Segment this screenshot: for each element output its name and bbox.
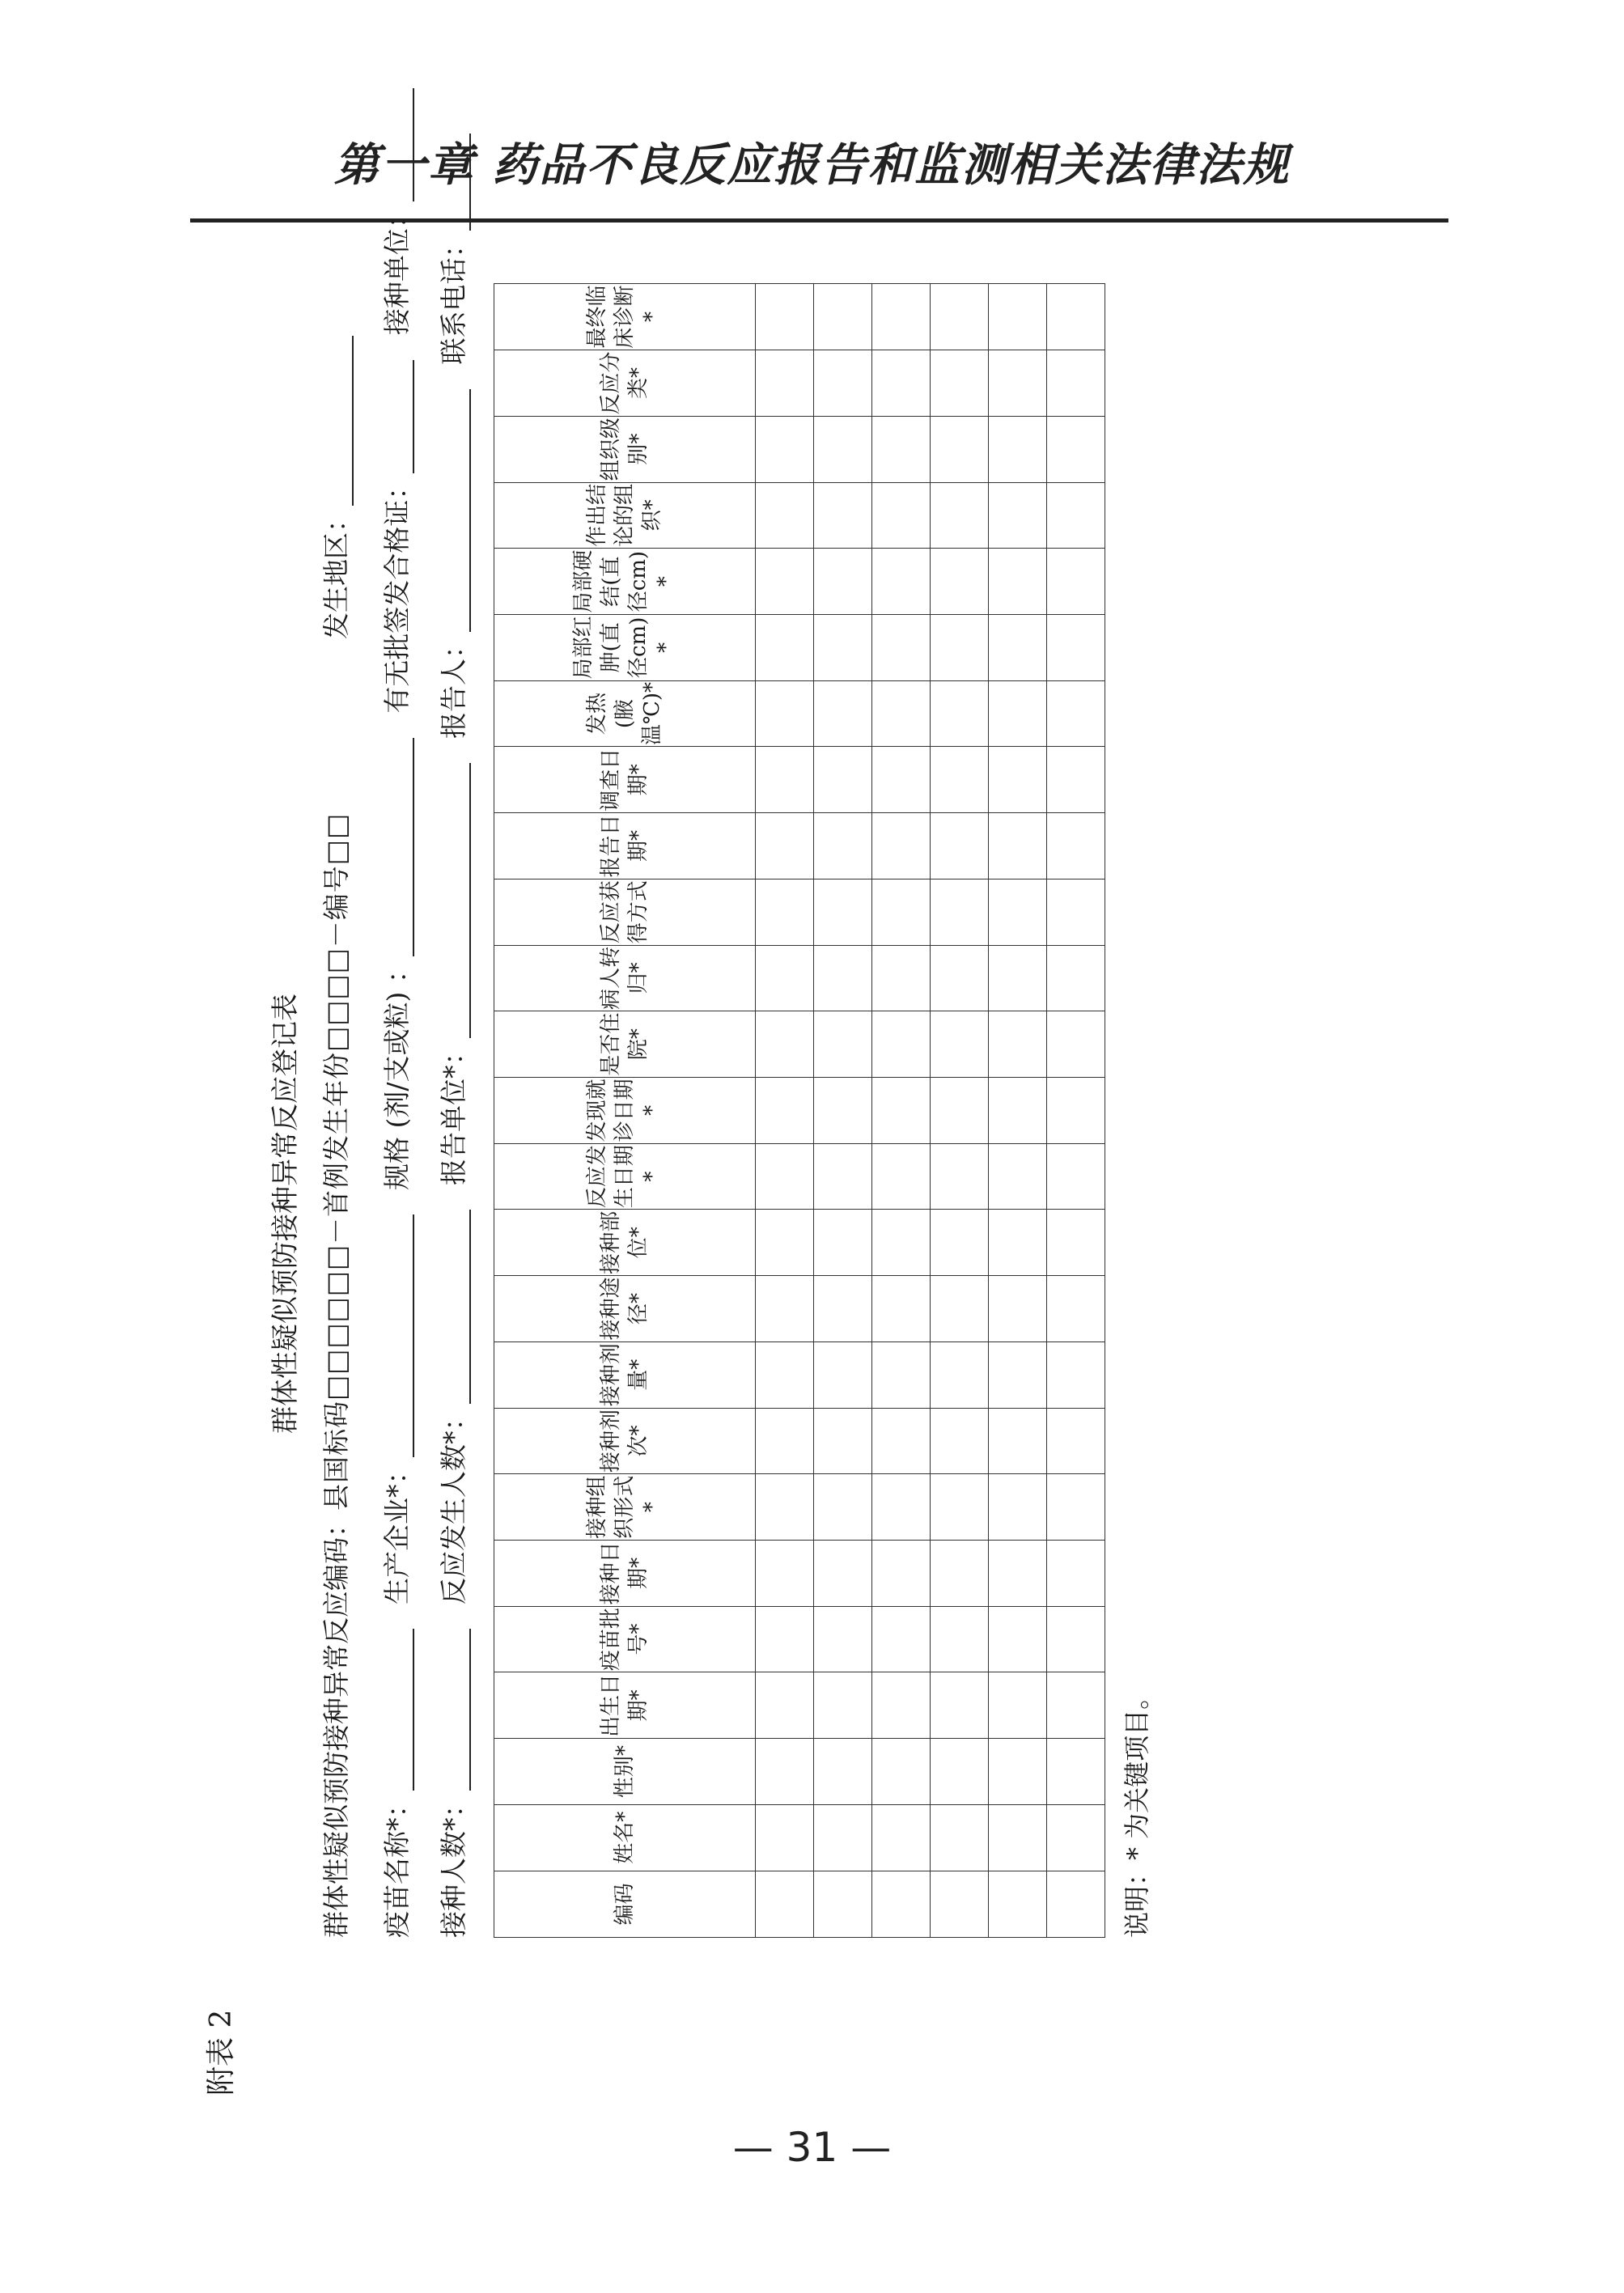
phone-label: 联系电话： [438, 231, 469, 365]
table-cell[interactable] [989, 1408, 1047, 1474]
table-cell[interactable] [1047, 416, 1105, 482]
annex-label: 附表 2 [205, 2009, 238, 2096]
report-unit-line [445, 764, 471, 1039]
report-unit-label: 报告单位*： [438, 1038, 469, 1185]
table-header-cell [494, 1210, 756, 1276]
manufacturer-line [388, 1215, 414, 1458]
table-cell[interactable] [814, 1474, 872, 1541]
table-cell[interactable] [814, 813, 872, 879]
table-cell[interactable] [989, 1541, 1047, 1607]
table-cell[interactable] [872, 1276, 931, 1342]
table-cell[interactable] [1047, 284, 1105, 350]
table-cell[interactable] [989, 1871, 1047, 1937]
table-cell[interactable] [989, 284, 1047, 350]
table-cell[interactable] [989, 1276, 1047, 1342]
footnote: 说明：* 为关键项目。 [1122, 1683, 1152, 1938]
table-cell[interactable] [989, 1341, 1047, 1408]
table-cell[interactable] [872, 614, 931, 680]
table-cell[interactable] [756, 549, 814, 615]
table-cell[interactable] [989, 813, 1047, 879]
table-cell[interactable] [989, 879, 1047, 945]
reaction-count-line [445, 1210, 471, 1405]
table-cell[interactable] [872, 1739, 931, 1805]
table-cell[interactable] [872, 549, 931, 615]
header-label: 病人转归* [599, 946, 651, 1010]
table-cell[interactable] [931, 1871, 989, 1937]
table-cell[interactable] [1047, 1606, 1105, 1672]
table-cell[interactable] [1047, 614, 1105, 680]
lot-cert-label: 有无批签发合格证： [381, 473, 413, 714]
table-cell[interactable] [931, 680, 989, 747]
table-row [989, 284, 1047, 1938]
table-header-cell [494, 482, 756, 549]
table-cell[interactable] [756, 482, 814, 549]
table-row [872, 284, 931, 1938]
header-label: 是否住院* [599, 1012, 651, 1076]
table-cell[interactable] [989, 1739, 1047, 1805]
table-cell[interactable] [989, 1210, 1047, 1276]
table-header-cell [494, 1408, 756, 1474]
table-cell[interactable] [756, 1804, 814, 1871]
header-label: 调查日期* [599, 748, 651, 812]
table-row [931, 284, 989, 1938]
table-header-cell [494, 747, 756, 813]
table-cell[interactable] [872, 879, 931, 945]
table-cell[interactable] [872, 813, 931, 879]
table-cell[interactable] [1047, 1739, 1105, 1805]
table-cell[interactable] [989, 1606, 1047, 1672]
vacc-count-line [445, 1630, 471, 1791]
table-header-cell [494, 1143, 756, 1210]
table-cell[interactable] [814, 482, 872, 549]
table-header-cell [494, 614, 756, 680]
header-label: 组织级别* [599, 417, 651, 481]
header-label: 接种部位* [599, 1210, 651, 1274]
table-cell[interactable] [931, 1408, 989, 1474]
header-label: 姓名* [613, 1811, 637, 1864]
code-label: 群体性疑似预防接种异常反应编码： [320, 1511, 352, 1938]
header-label: 反应获得方式 [599, 880, 651, 944]
header-label: 反应分类* [599, 351, 651, 415]
table-cell[interactable] [872, 1606, 931, 1672]
table-cell[interactable] [989, 416, 1047, 482]
table-cell[interactable] [756, 1739, 814, 1805]
phone-line [445, 134, 471, 231]
table-cell[interactable] [931, 614, 989, 680]
table-cell[interactable] [931, 1078, 989, 1144]
table-cell[interactable] [814, 1541, 872, 1607]
header-label: 接种途径* [599, 1277, 651, 1341]
table-row [1047, 284, 1105, 1938]
rotated-form [186, 201, 1165, 2144]
table-cell[interactable] [814, 1672, 872, 1739]
spec-label: 规格 (剂/支或粒) ： [381, 956, 413, 1190]
table-cell[interactable] [931, 945, 989, 1011]
table-cell[interactable] [814, 680, 872, 747]
table-cell[interactable] [872, 680, 931, 747]
table-cell[interactable] [756, 1011, 814, 1078]
table-cell[interactable] [814, 1871, 872, 1937]
table-cell[interactable] [1047, 482, 1105, 549]
table-cell[interactable] [814, 1739, 872, 1805]
table-cell[interactable] [756, 416, 814, 482]
table-cell[interactable] [1047, 1341, 1105, 1408]
table-cell[interactable] [1047, 1011, 1105, 1078]
table-cell[interactable] [1047, 1474, 1105, 1541]
table-cell[interactable] [872, 1341, 931, 1408]
manufacturer-label: 生产企业*： [381, 1457, 413, 1604]
table-cell[interactable] [931, 1541, 989, 1607]
region-field [316, 336, 354, 639]
header-label: 发现就诊日期* [585, 1079, 664, 1142]
table-cell[interactable] [931, 747, 989, 813]
table-cell[interactable] [814, 1011, 872, 1078]
table-cell[interactable] [756, 1078, 814, 1144]
table-cell[interactable] [814, 1210, 872, 1276]
reporter-line [445, 389, 471, 632]
chapter-title: 第一章 药品不良反应报告和监测相关法律法规 [333, 139, 1291, 192]
table-cell[interactable] [931, 549, 989, 615]
table-cell[interactable] [756, 747, 814, 813]
table-cell[interactable] [756, 614, 814, 680]
table-header-cell [494, 549, 756, 615]
table-cell[interactable] [872, 747, 931, 813]
table-cell[interactable] [931, 284, 989, 350]
table-cell[interactable] [756, 1143, 814, 1210]
header-label: 接种剂量* [599, 1343, 651, 1407]
table-cell[interactable] [814, 284, 872, 350]
table-cell[interactable] [814, 416, 872, 482]
table-cell[interactable] [872, 1541, 931, 1607]
table-cell[interactable] [872, 1871, 931, 1937]
table-cell[interactable] [931, 1606, 989, 1672]
field-row-2 [376, 88, 414, 1938]
vacc-unit-line [388, 88, 414, 201]
header-label: 反应发生日期* [585, 1145, 664, 1209]
table-cell[interactable] [756, 1276, 814, 1342]
table-cell[interactable] [756, 1541, 814, 1607]
field-row-3 [433, 134, 471, 1939]
table-cell[interactable] [1047, 1871, 1105, 1937]
table-cell[interactable] [989, 1804, 1047, 1871]
table-cell[interactable] [989, 482, 1047, 549]
table-cell[interactable] [872, 1078, 931, 1144]
code-line [316, 813, 354, 1938]
table-cell[interactable] [1047, 1541, 1105, 1607]
table-cell[interactable] [1047, 1672, 1105, 1739]
table-header-cell [494, 1739, 756, 1805]
table-cell[interactable] [1047, 945, 1105, 1011]
table-header-cell [494, 1672, 756, 1739]
table-cell[interactable] [814, 1341, 872, 1408]
table-header-cell [494, 284, 756, 350]
reaction-count-label: 反应发生人数*： [438, 1404, 469, 1604]
table-cell[interactable] [1047, 879, 1105, 945]
table-cell[interactable] [872, 1143, 931, 1210]
table-cell[interactable] [989, 1672, 1047, 1739]
table-cell[interactable] [931, 1011, 989, 1078]
header-label: 局部红肿(直径cm)* [571, 616, 678, 680]
table-header-cell [494, 680, 756, 747]
table-cell[interactable] [931, 1804, 989, 1871]
table-cell[interactable] [814, 1606, 872, 1672]
table-header-cell [494, 1871, 756, 1937]
header-label: 接种组织形式* [585, 1475, 664, 1539]
region-line [328, 336, 354, 506]
header-label: 最终临床诊断* [585, 285, 664, 349]
header-label: 作出结论的组织* [585, 483, 664, 547]
reaction-table [494, 283, 1105, 1938]
table-header-cell [494, 1341, 756, 1408]
table-cell[interactable] [872, 1408, 931, 1474]
vaccine-name-line [388, 1630, 414, 1791]
vacc-unit-label: 接种单位： [381, 201, 413, 336]
table-cell[interactable] [989, 1078, 1047, 1144]
table-cell[interactable] [989, 680, 1047, 747]
region-label: 发生地区： [320, 506, 352, 639]
table-header-cell [494, 813, 756, 879]
table-cell[interactable] [756, 284, 814, 350]
table-header-cell [494, 1276, 756, 1342]
vaccine-name-label: 疫苗名称*： [381, 1791, 413, 1938]
form-title: 群体性疑似预防接种异常反应登记表 [269, 994, 302, 1434]
table-cell[interactable] [872, 1474, 931, 1541]
table-cell[interactable] [989, 1011, 1047, 1078]
table-cell[interactable] [931, 416, 989, 482]
table-cell[interactable] [931, 813, 989, 879]
table-cell[interactable] [1047, 1408, 1105, 1474]
table-cell[interactable] [989, 614, 1047, 680]
table-cell[interactable] [756, 1474, 814, 1541]
table-cell[interactable] [931, 1739, 989, 1805]
table-cell[interactable] [931, 1341, 989, 1408]
table-cell[interactable] [1047, 350, 1105, 417]
table-cell[interactable] [1047, 1143, 1105, 1210]
table-cell[interactable] [931, 1672, 989, 1739]
lot-cert-line [388, 360, 414, 473]
table-cell[interactable] [756, 1408, 814, 1474]
table-cell[interactable] [756, 1606, 814, 1672]
header-label: 发热(腋温℃)* [585, 681, 664, 746]
table-cell[interactable] [814, 1276, 872, 1342]
table-cell[interactable] [989, 549, 1047, 615]
table-cell[interactable] [756, 879, 814, 945]
table-cell[interactable] [756, 1871, 814, 1937]
table-cell[interactable] [872, 416, 931, 482]
table-cell[interactable] [872, 482, 931, 549]
table-cell[interactable] [814, 747, 872, 813]
table-header-cell [494, 1011, 756, 1078]
table-cell[interactable] [931, 1143, 989, 1210]
table-header-cell [494, 945, 756, 1011]
table-cell[interactable] [756, 1210, 814, 1276]
table-cell[interactable] [756, 945, 814, 1011]
table-cell[interactable] [814, 549, 872, 615]
table-cell[interactable] [814, 945, 872, 1011]
table-cell[interactable] [814, 614, 872, 680]
table-header-row [494, 284, 756, 1938]
table-header-cell [494, 350, 756, 417]
table-cell[interactable] [872, 1011, 931, 1078]
table-cell[interactable] [814, 350, 872, 417]
table-header-cell [494, 1606, 756, 1672]
table-cell[interactable] [814, 879, 872, 945]
table-cell[interactable] [1047, 747, 1105, 813]
table-cell[interactable] [989, 945, 1047, 1011]
table-cell[interactable] [872, 350, 931, 417]
table-cell[interactable] [931, 1276, 989, 1342]
table-cell[interactable] [931, 482, 989, 549]
header-label: 接种剂次* [599, 1409, 651, 1473]
table-cell[interactable] [1047, 1078, 1105, 1144]
table-header-cell [494, 1541, 756, 1607]
table-cell[interactable] [989, 1474, 1047, 1541]
table-cell[interactable] [1047, 1210, 1105, 1276]
table-cell[interactable] [1047, 813, 1105, 879]
table-header-cell [494, 1804, 756, 1871]
table-cell[interactable] [989, 1143, 1047, 1210]
table-row [756, 284, 814, 1938]
table-header-cell [494, 1078, 756, 1144]
table-cell[interactable] [872, 284, 931, 350]
page-number: — 31 — [732, 2124, 892, 2171]
header-label: 编码 [613, 1883, 637, 1926]
table-cell[interactable] [931, 1474, 989, 1541]
table-cell[interactable] [756, 1672, 814, 1739]
table-cell[interactable] [814, 1143, 872, 1210]
header-label: 报告日期* [599, 814, 651, 878]
reporter-label: 报告人： [438, 632, 469, 739]
header-label: 性别* [613, 1745, 637, 1799]
vacc-count-label: 接种人数*： [438, 1791, 469, 1938]
table-cell[interactable] [1047, 1276, 1105, 1342]
header-label: 出生日期* [599, 1673, 651, 1737]
code-value: 县国标码□□□□□□－首例发生年份□□□□－编号□□ [320, 812, 352, 1511]
header-label: 局部硬结(直径cm)* [571, 549, 678, 613]
table-cell[interactable] [1047, 549, 1105, 615]
table-cell[interactable] [872, 1804, 931, 1871]
table-header-cell [494, 416, 756, 482]
table-cell[interactable] [989, 747, 1047, 813]
table-cell[interactable] [756, 350, 814, 417]
table-cell[interactable] [756, 813, 814, 879]
table-cell[interactable] [872, 945, 931, 1011]
table-cell[interactable] [756, 1341, 814, 1408]
table-row [814, 284, 872, 1938]
table-header-cell [494, 879, 756, 945]
table-cell[interactable] [931, 350, 989, 417]
table-cell[interactable] [1047, 1804, 1105, 1871]
table-cell[interactable] [756, 680, 814, 747]
table-cell[interactable] [872, 1672, 931, 1739]
table-cell[interactable] [872, 1210, 931, 1276]
table-cell[interactable] [1047, 680, 1105, 747]
table-cell[interactable] [814, 1408, 872, 1474]
header-label: 疫苗批号* [599, 1608, 651, 1672]
table-cell[interactable] [931, 1210, 989, 1276]
table-cell[interactable] [814, 1804, 872, 1871]
spec-line [388, 738, 414, 956]
header-label: 接种日期* [599, 1541, 651, 1605]
table-cell[interactable] [989, 350, 1047, 417]
table-header-cell [494, 1474, 756, 1541]
table-cell[interactable] [931, 879, 989, 945]
table-cell[interactable] [814, 1078, 872, 1144]
